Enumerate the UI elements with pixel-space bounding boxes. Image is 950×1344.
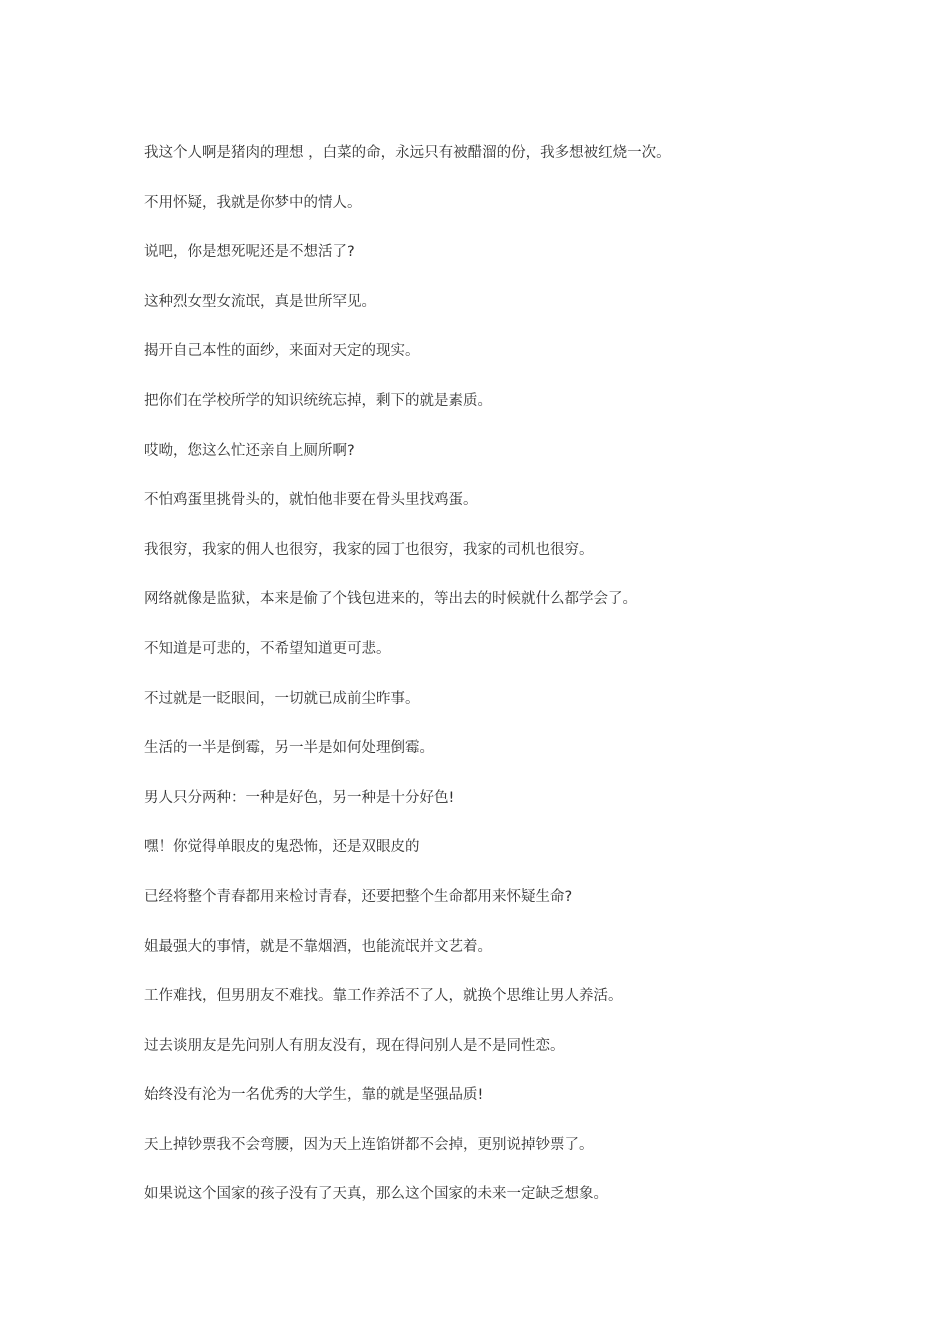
text-line: 揭开自己本性的面纱，来面对天定的现实。 xyxy=(144,343,420,360)
text-line: 如果说这个国家的孩子没有了天真，那么这个国家的未来一定缺乏想象。 xyxy=(144,1186,608,1203)
text-line: 网络就像是监狱，本来是偷了个钱包进来的，等出去的时候就什么都学会了。 xyxy=(144,591,637,608)
text-line: 过去谈朋友是先问别人有朋友没有，现在得问别人是不是同性恋。 xyxy=(144,1037,565,1054)
text-line: 我这个人啊是猪肉的理想 ，白菜的命，永远只有被醋溜的份，我多想被红烧一次。 xyxy=(144,145,671,161)
text-line: 说吧，你是想死呢还是不想活了? xyxy=(144,244,355,261)
text-line: 哎呦，您这么忙还亲自上厕所啊? xyxy=(144,442,355,459)
text-line: 不怕鸡蛋里挑骨头的，就怕他非要在骨头里找鸡蛋。 xyxy=(144,492,478,509)
text-lines xyxy=(144,140,844,1231)
text-line: 这种烈女型女流氓，真是世所罕见。 xyxy=(144,293,376,310)
text-line: 生活的一半是倒霉，另一半是如何处理倒霉。 xyxy=(144,740,434,757)
text-line: 不用怀疑，我就是你梦中的情人。 xyxy=(144,194,362,211)
text-line: 姐最强大的事情，就是不靠烟酒，也能流氓并文艺着。 xyxy=(144,938,492,955)
text-line: 始终没有沦为一名优秀的大学生，靠的就是坚强品质! xyxy=(144,1087,484,1104)
text-line: 不过就是一眨眼间，一切就已成前尘昨事。 xyxy=(144,690,420,707)
text-line: 已经将整个青春都用来检讨青春，还要把整个生命都用来怀疑生命? xyxy=(144,888,573,905)
text-line: 天上掉钞票我不会弯腰，因为天上连馅饼都不会掉，更别说掉钞票了。 xyxy=(144,1136,594,1153)
text-line: 男人只分两种：一种是好色，另一种是十分好色! xyxy=(144,789,455,806)
text-line: 我很穷，我家的佣人也很穷，我家的园丁也很穷，我家的司机也很穷。 xyxy=(144,541,594,558)
text-line: 嘿！你觉得单眼皮的鬼恐怖，还是双眼皮的 xyxy=(144,839,420,856)
text-line: 工作难找，但男朋友不难找。靠工作养活不了人，就换个思维让男人养活。 xyxy=(144,988,623,1005)
text-line: 不知道是可悲的，不希望知道更可悲。 xyxy=(144,640,391,657)
text-line: 把你们在学校所学的知识统统忘掉，剩下的就是素质。 xyxy=(144,392,492,409)
